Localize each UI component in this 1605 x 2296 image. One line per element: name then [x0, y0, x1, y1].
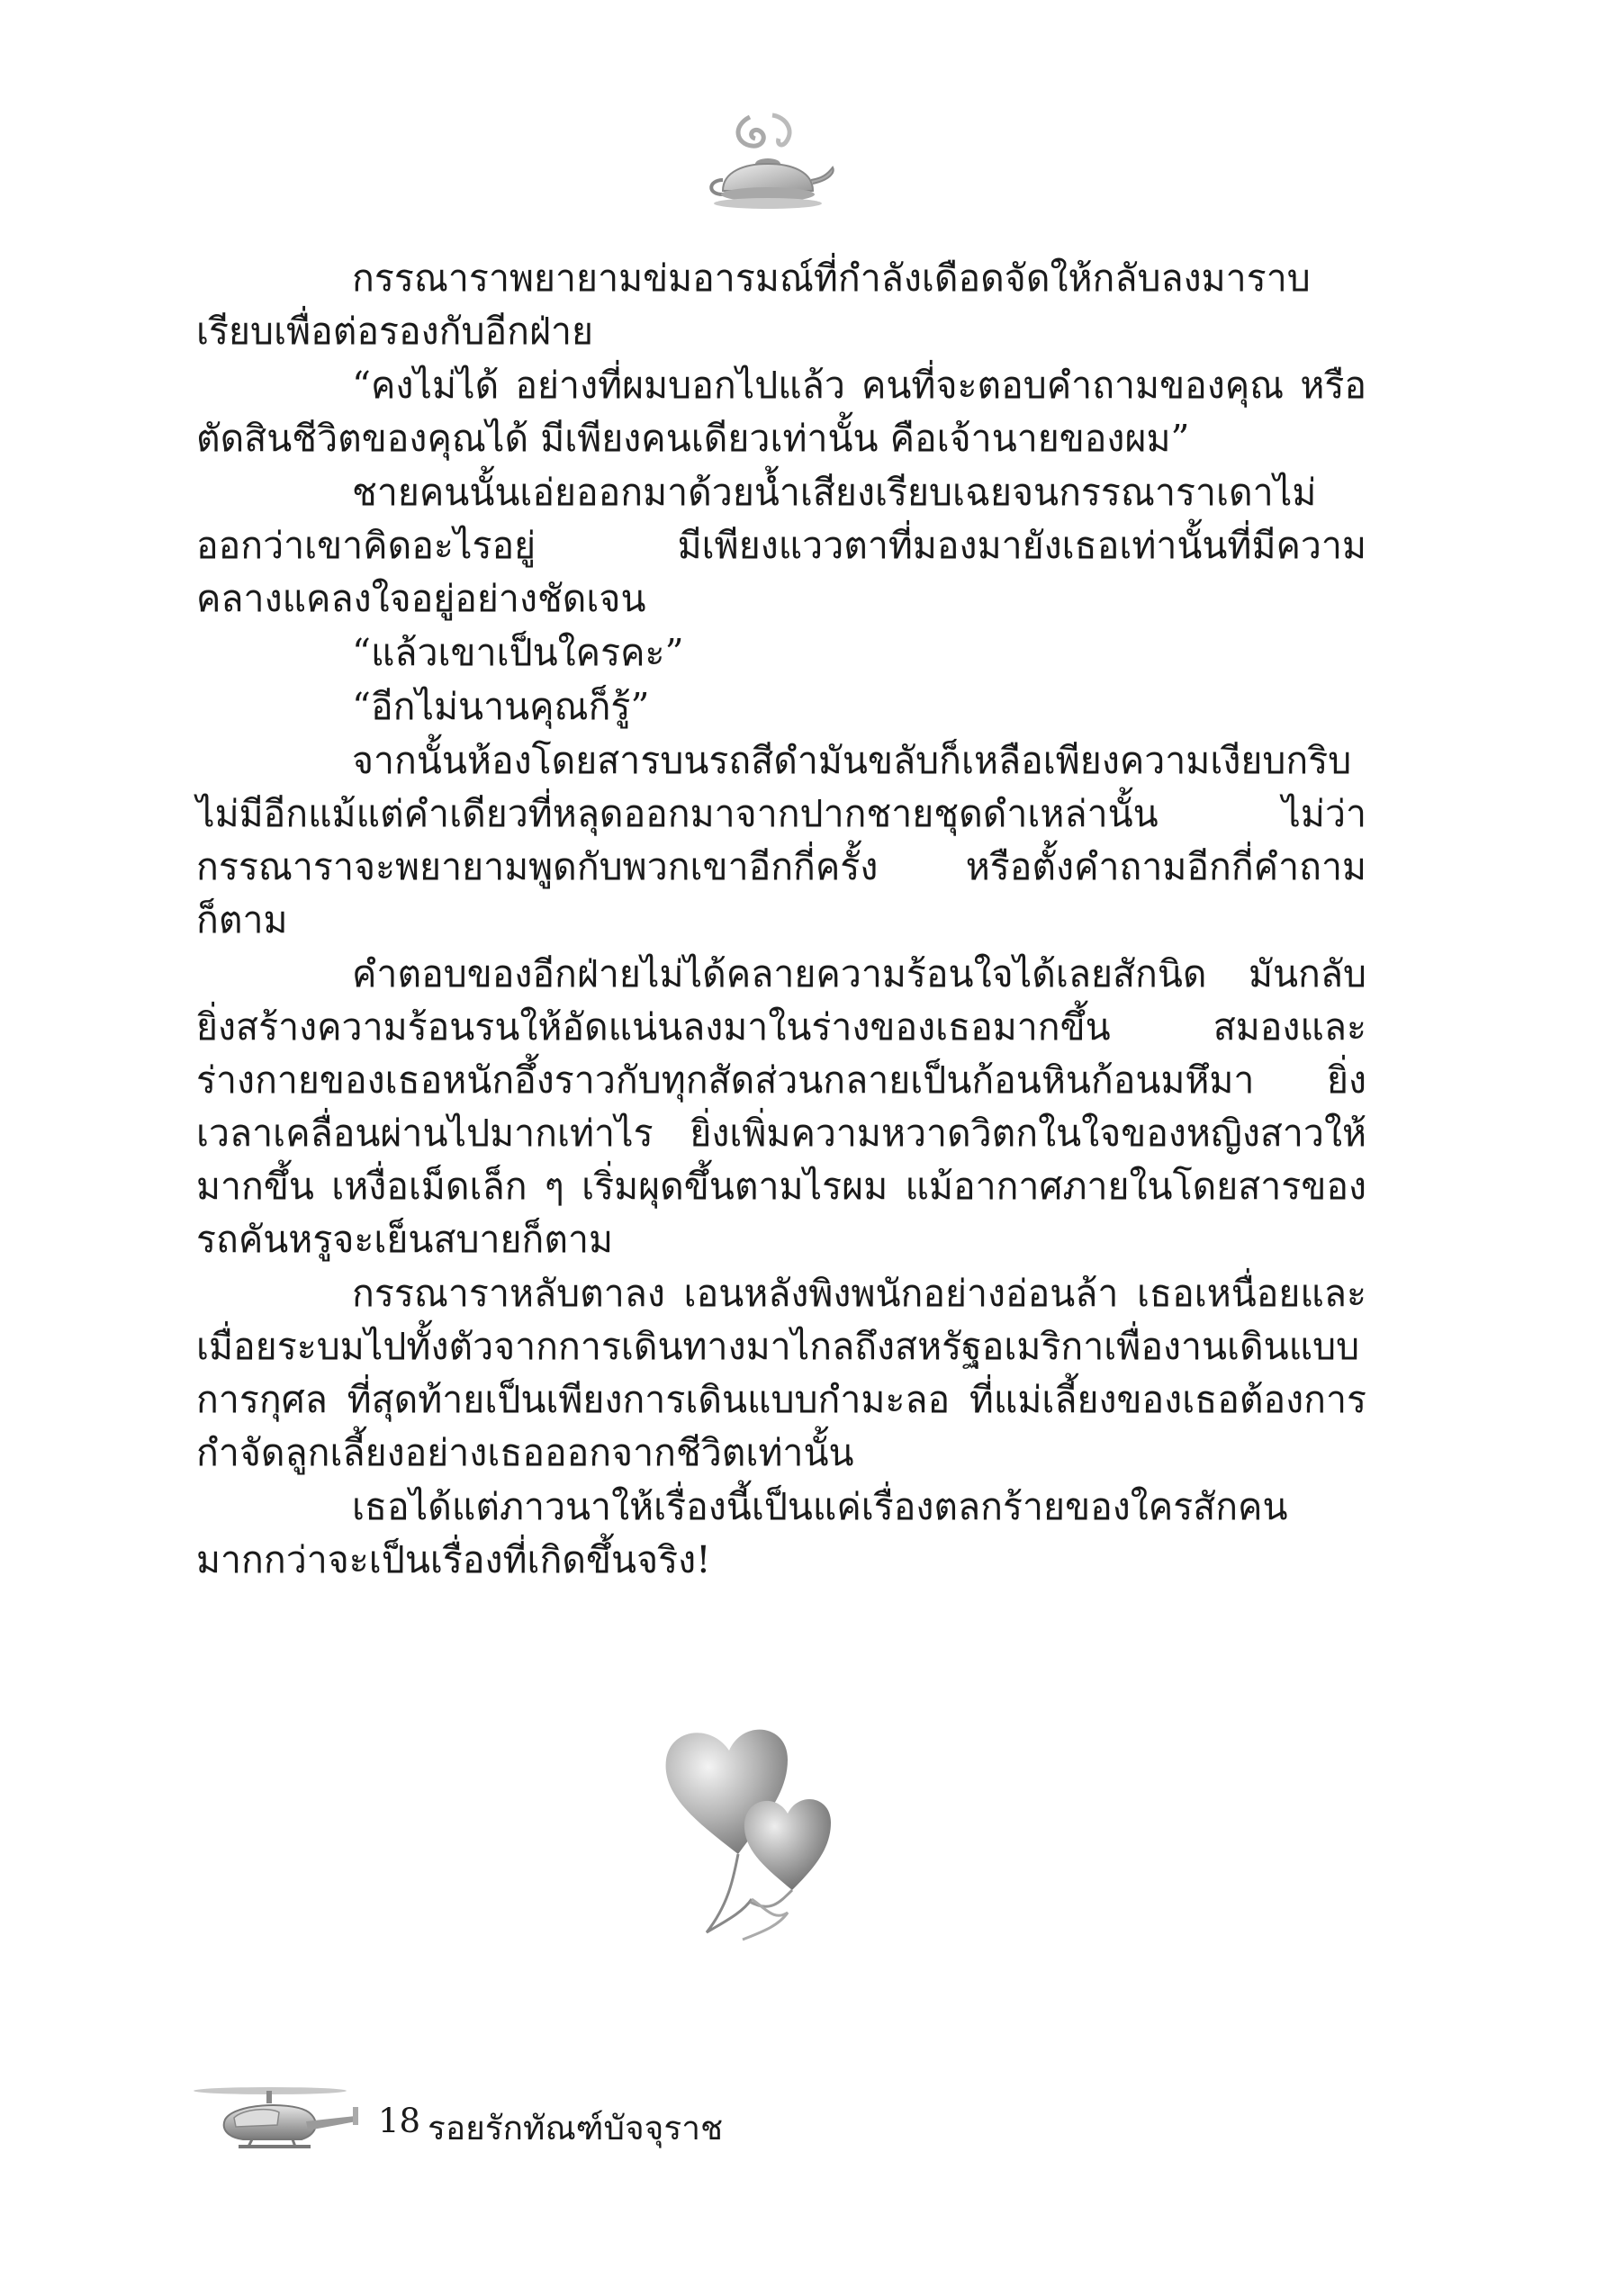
paragraph: จากนั้นห้องโดยสารบนรถสีดำมันขลับก็เหลือเพียงความเงียบกริบ ไม่มีอีกแม้แต่คำเดียวที่หลุดออกมาจากปากชายชุดดำเหล่านั้น ไม่ว่ากรรณาราจะพยายามพูดกับพวกเขาอีกกี่ครั้ง หรือตั้งคำถามอีกกี่คำถามก็ตาม [196, 739, 1366, 941]
story-text [196, 252, 1366, 1588]
paragraph: “คงไม่ได้ อย่างที่ผมบอกไปแล้ว คนที่จะตอบคำถามของคุณ หรือตัดสินชีวิตของคุณได้ มีเพียงคนเดียวเท่านั้น คือเจ้านายของผม” [196, 364, 1366, 460]
paragraph: เธอได้แต่ภาวนาให้เรื่องนี้เป็นแค่เรื่องตลกร้ายของใครสักคน มากกว่าจะเป็นเรื่องที่เกิดขึ้นจริง! [196, 1485, 1288, 1581]
book-title: รอยรักทัณฑ์บัจจุราช [428, 2109, 724, 2147]
teapot-ornament-icon [696, 108, 840, 216]
paragraph: ชายคนนั้นเอ่ยออกมาด้วยน้ำเสียงเรียบเฉยจนกรรณาราเดาไม่ออกว่าเขาคิดอะไรอยู่ มีเพียงแววตาที่มองมายังเธอเท่านั้นที่มีความคลางแคลงใจอยู่อย่างชัดเจน [196, 471, 1366, 620]
helicopter-icon [189, 2075, 369, 2174]
paragraph: “อีกไม่นานคุณก็รู้” [352, 685, 650, 728]
paragraph: กรรณาราหลับตาลง เอนหลังพิงพนักอย่างอ่อนล้า เธอเหนื่อยและเมื่อยระบมไปทั้งตัวจากการเดินทางมาไกลถึงสหรัฐอเมริกาเพื่องานเดินแบบการกุศล ที่สุดท้ายเป็นเพียงการเดินแบบกำมะลอ ที่แม่เลี้ยงของเธอต้องการกำจัดลูกเลี้ยงอย่างเธอออกจากชีวิตเท่านั้น [196, 1272, 1366, 1474]
page-number: 18 [378, 2102, 421, 2140]
page-footer [189, 2075, 999, 2174]
heart-balloons-icon [644, 1697, 878, 1949]
paragraph: กรรณาราพยายามข่มอารมณ์ที่กำลังเดือดจัดให้กลับลงมาราบเรียบเพื่อต่อรองกับอีกฝ่าย [196, 257, 1311, 353]
paragraph: คำตอบของอีกฝ่ายไม่ได้คลายความร้อนใจได้เลยสักนิด มันกลับยิ่งสร้างความร้อนรนให้อัดแน่นลงมาในร่างของเธอมากขึ้น สมองและร่างกายของเธอหนักอึ้งราวกับทุกสัดส่วนกลายเป็นก้อนหินก้อนมหึมา ยิ่งเวลาเคลื่อนผ่านไปมากเท่าไร ยิ่งเพิ่มความหวาดวิตกในใจของหญิงสาวให้มากขึ้น เหงื่อเม็ดเล็ก ๆ เริ่มผุดขึ้นตามไรผม แม้อากาศภายในโดยสารของรถคันหรูจะเย็นสบายก็ตาม [196, 952, 1366, 1261]
paragraph: “แล้วเขาเป็นใครคะ” [352, 631, 684, 674]
